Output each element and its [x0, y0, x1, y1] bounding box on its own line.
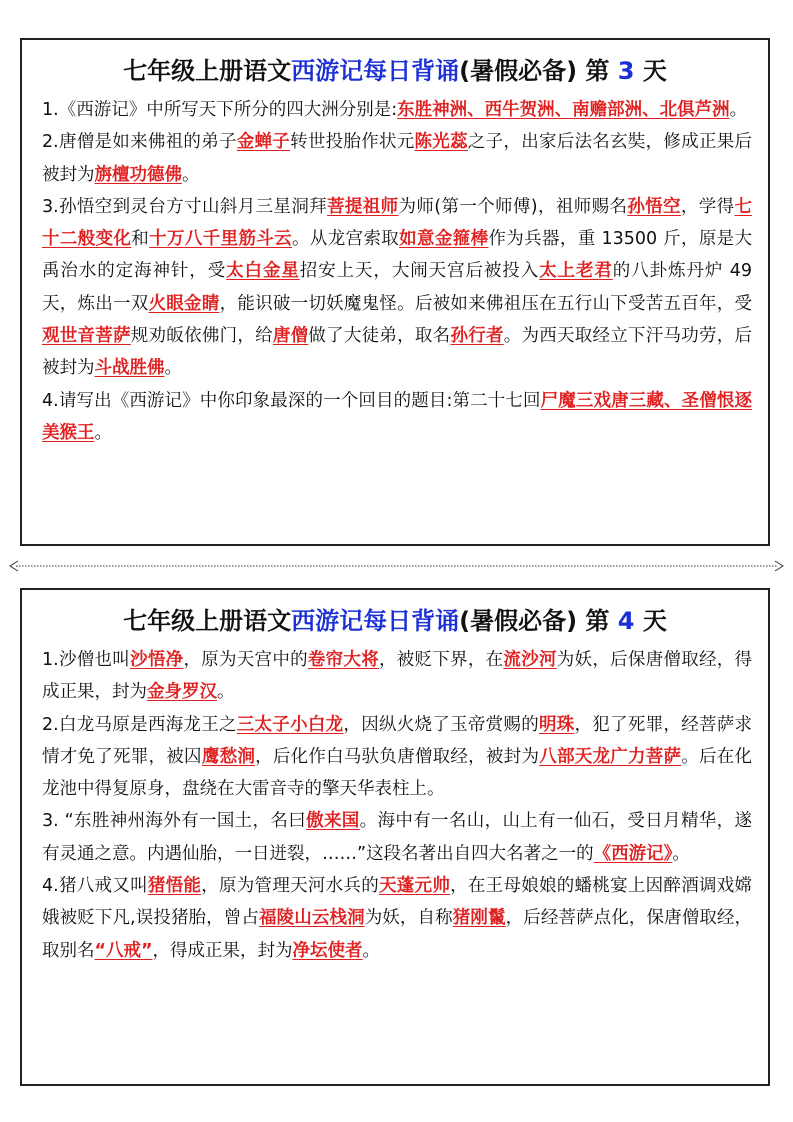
answer-text: “八戒”: [94, 940, 153, 961]
answer-text: 陈光蕊: [414, 132, 468, 153]
day-number: 4: [617, 607, 635, 635]
question-text: ，原为管理天河水兵的: [201, 876, 379, 897]
answer-text: 七十二般变化: [42, 196, 753, 250]
title-highlight: 西游记每日背诵: [291, 57, 460, 85]
answer-text: 猪悟能: [147, 876, 202, 897]
question-item: [42, 644, 752, 709]
question-text: 请写出《西游记》中你印象最深的一个回目的题目:第二十七回: [58, 390, 541, 411]
question-number: 2.: [42, 132, 59, 153]
answer-text: 太上老君: [539, 261, 613, 282]
question-number: 1.: [42, 650, 59, 670]
question-text: 为妖，后保唐僧取经，得成正果，封为: [42, 650, 753, 703]
question-item: [42, 709, 752, 806]
question-text: 。: [217, 682, 235, 703]
question-text: ，能识破一切妖魔鬼怪。后被如来佛祖压在五行山下受苦五百年，受: [219, 293, 753, 314]
day-3-title: [22, 54, 768, 88]
answer-text: 沙悟净: [130, 650, 184, 670]
answer-text: 鹰愁涧: [201, 746, 256, 767]
answer-text: 火眼金睛: [148, 293, 220, 314]
question-text: ，被贬下界，在: [378, 650, 504, 670]
question-item: [42, 94, 752, 126]
answer-text: 三太子小白龙: [236, 714, 344, 735]
question-text: ，后化作白马驮负唐僧取经，被封为: [255, 746, 540, 767]
question-text: 为师(第一个师傅)，祖师赐名: [398, 196, 628, 217]
question-text: 孙悟空到灵台方寸山斜月三星洞拜: [58, 196, 328, 217]
question-text: 做了大徒弟，取名: [308, 326, 451, 347]
title-suffix: (暑假必备) 第: [459, 607, 618, 635]
question-text: 。: [164, 358, 182, 379]
question-text: ，学得: [680, 196, 735, 217]
question-text: 之子，出家后法名玄奘，修成正果后被封为: [42, 132, 753, 185]
answer-text: 《西游记》: [593, 843, 673, 864]
title-end: 天: [634, 607, 667, 635]
question-item: [42, 126, 752, 191]
answer-text: 菩提祖师: [327, 196, 399, 217]
question-text: 。海中有一名山，山上有一仙石，受日月精华，遂有灵通之意。内遇仙胎，一日迸裂，……”这段名著出自四大名著之一的: [42, 811, 753, 864]
answer-text: 斗战胜佛: [94, 358, 165, 379]
question-text: 作为兵器，重 13500 斤，原是大禹治水的定海神针，受: [42, 229, 753, 282]
day-4-title: [22, 604, 768, 638]
question-text: 。: [672, 843, 690, 864]
question-text: ，犯了死罪，经菩萨求情才免了死罪，被囚: [42, 714, 753, 767]
question-text: 猪八戒又叫: [58, 876, 148, 897]
title-prefix: 七年级上册语文: [123, 57, 292, 85]
question-text: 和: [131, 229, 150, 250]
question-text: 唐僧是如来佛祖的弟子: [58, 132, 237, 153]
question-text: 的八卦炼丹炉 49 天，炼出一双: [42, 261, 753, 314]
question-text: 《西游记》中所写天下所分的四大洲分别是:: [58, 100, 398, 120]
question-text: 白龙马原是西海龙王之: [58, 714, 237, 735]
answer-text: 明珠: [538, 714, 575, 735]
answer-text: 孙悟空: [627, 196, 681, 217]
answer-text: 旃檀功德佛: [94, 164, 182, 185]
answer-text: 金身罗汉: [147, 682, 217, 703]
answer-text: 天蓬元帅: [379, 876, 451, 897]
question-text: 。: [182, 164, 200, 185]
question-text: 转世投胎作状元: [290, 132, 415, 153]
question-text: 。: [94, 422, 112, 443]
answer-text: 金蝉子: [236, 132, 291, 153]
question-number: 3.: [42, 811, 59, 832]
question-text: 。从龙宫索取: [292, 229, 400, 250]
answer-text: 唐僧: [272, 326, 309, 347]
answer-text: 流沙河: [503, 650, 557, 670]
title-end: 天: [634, 57, 667, 85]
day-3-question-list: [22, 94, 768, 449]
title-suffix: (暑假必备) 第: [459, 57, 618, 85]
question-text: ，后经菩萨点化，保唐僧取经，取别名: [42, 908, 753, 961]
day-4-question-list: [22, 644, 768, 967]
question-number: 4.: [42, 390, 59, 411]
question-text: ，在王母娘娘的蟠桃宴上因醉酒调戏嫦娥被贬下凡,误投猪胎，曾占: [42, 876, 753, 929]
question-text: ，原为天宫中的: [183, 650, 308, 670]
question-number: 4.: [42, 876, 59, 897]
question-text: 为妖，自称: [364, 908, 453, 929]
question-text: “东胜神州海外有一国土，名曰: [58, 811, 307, 832]
answer-text: 卷帘大将: [307, 650, 379, 670]
question-item: [42, 385, 752, 450]
answer-text: 尸魔三戏唐三藏、圣僧恨逐美猴王: [42, 390, 753, 443]
answer-text: 福陵山云栈洞: [259, 908, 365, 929]
day-number: 3: [617, 57, 635, 85]
answer-text: 八部天龙广力菩萨: [539, 746, 682, 767]
answer-text: 净坛使者: [292, 940, 363, 961]
question-number: 1.: [42, 100, 59, 120]
answer-text: 猪刚鬣: [452, 908, 506, 929]
question-number: 3.: [42, 196, 59, 217]
question-text: 沙僧也叫: [58, 650, 131, 670]
answer-text: 如意金箍棒: [399, 229, 489, 250]
answer-text: 傲来国: [306, 811, 360, 832]
title-prefix: 七年级上册语文: [123, 607, 292, 635]
question-number: 2.: [42, 714, 59, 735]
answer-text: 观世音菩萨: [42, 326, 131, 347]
question-item: [42, 191, 752, 385]
title-highlight: 西游记每日背诵: [291, 607, 460, 635]
question-text: 。: [729, 100, 748, 120]
question-text: ，得成正果，封为: [152, 940, 293, 961]
answer-text: 孙行者: [450, 326, 504, 347]
answer-text: 东胜神洲、西牛贺洲、南赡部洲、北俱芦洲: [397, 100, 730, 120]
question-text: 。后在化龙池中得复原身，盘绕在大雷音寺的擎天华表柱上。: [42, 746, 753, 800]
question-text: ，因纵火烧了玉帝赏赐的: [343, 714, 539, 735]
question-item: [42, 805, 752, 870]
answer-text: 十万八千里筋斗云: [149, 229, 293, 250]
day-4-card: [20, 588, 770, 1086]
answer-text: 太白金星: [226, 261, 300, 282]
day-3-card: [20, 38, 770, 546]
question-item: [42, 870, 752, 967]
dotted-divider-arrow: [8, 559, 785, 573]
question-text: 。: [362, 940, 381, 961]
question-text: 规劝皈依佛门，给: [130, 326, 273, 347]
question-text: 招安上天，大闹天宫后被投入: [299, 261, 540, 282]
question-text: 。为西天取经立下汗马功劳，后被封为: [42, 326, 753, 379]
